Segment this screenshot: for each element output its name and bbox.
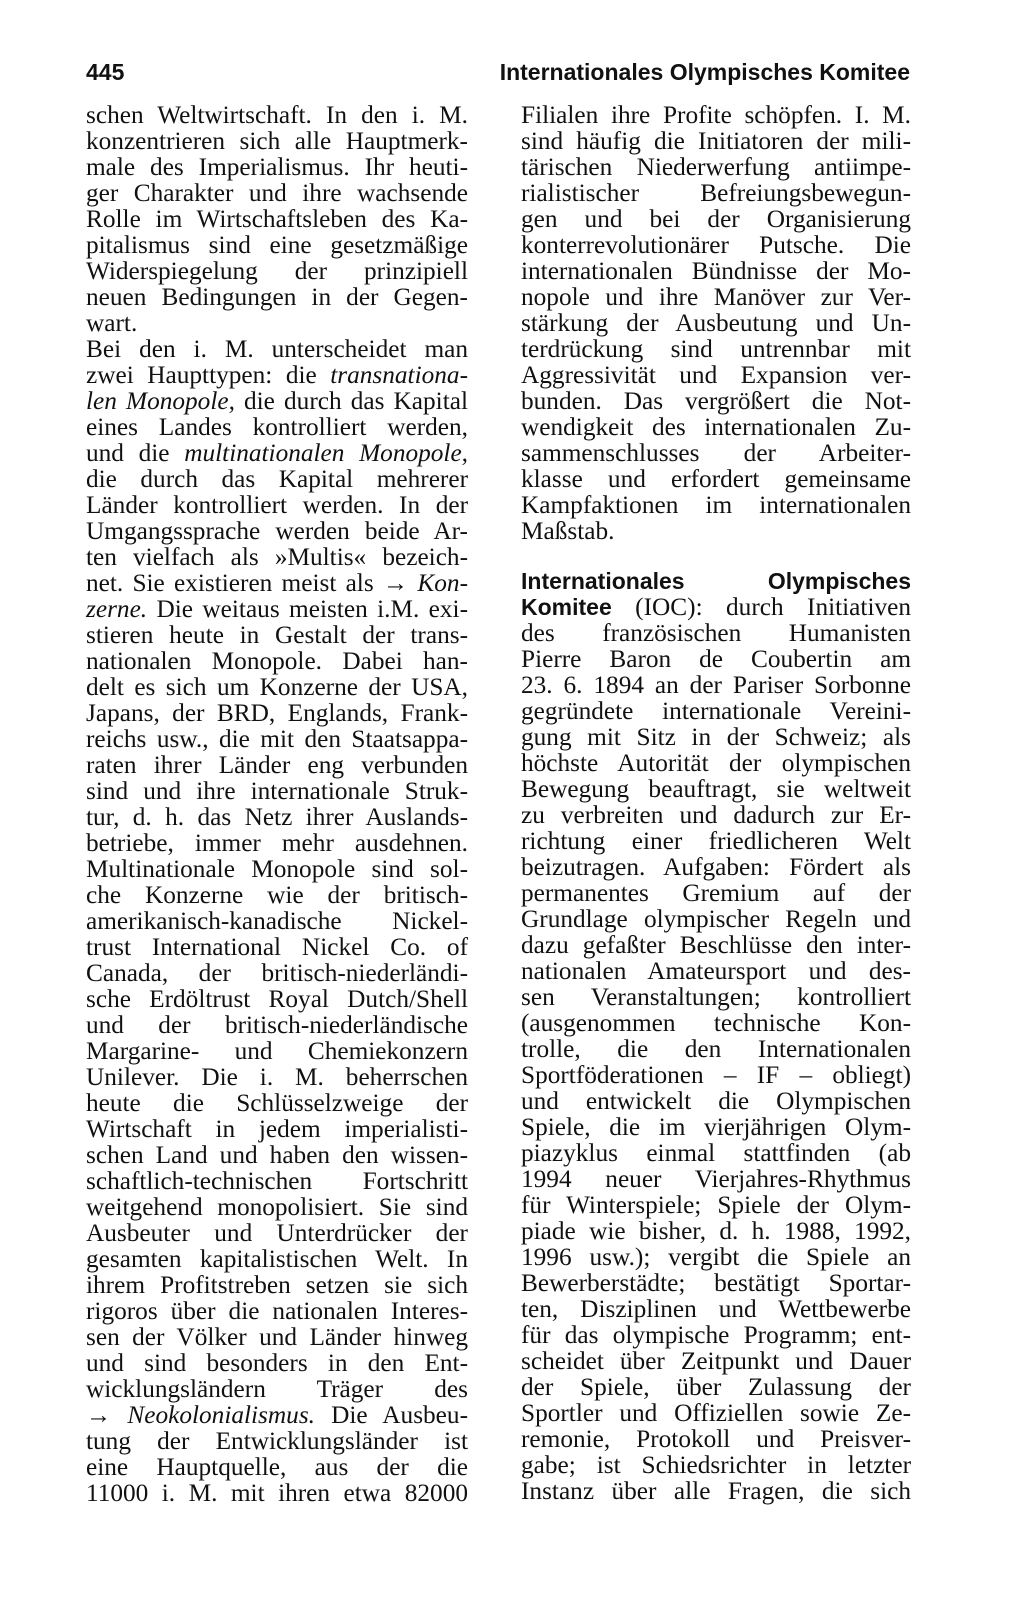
text-line: rialistischer Befreiungsbewegun-: [521, 179, 911, 207]
text-line: [86, 388, 468, 414]
text-line: sen der Völker und Länder hinweg: [86, 1323, 468, 1351]
text-line: klasse und erfordert gemeinsame: [521, 465, 911, 493]
text-line: Ausbeuter und Unterdrücker der: [86, 1219, 468, 1247]
text-line: der Spiele, über Zulassung der: [521, 1373, 911, 1401]
text-line: ten vielfach als »Multis« bezeich-: [86, 543, 468, 571]
text-line: Bei den i. M. unterscheidet man: [86, 335, 468, 363]
text-line: 11000 i. M. mit ihren etwa 82000: [86, 1479, 468, 1507]
text-line: delt es sich um Konzerne der USA,: [86, 673, 468, 701]
text-line: wicklungsländern Träger des: [86, 1375, 468, 1403]
text-run: →: [86, 1401, 128, 1429]
text-run: Die weitaus meisten i.M. exi-: [147, 595, 468, 623]
text-line: konzentrieren sich alle Hauptmerk-: [86, 127, 468, 155]
text-run: die durch das Kapital: [234, 387, 468, 415]
text-line: sind und ihre internationale Struk-: [86, 777, 468, 805]
text-line: eine Hauptquelle, aus der die: [86, 1453, 468, 1481]
text-line: sind häufig die Initiatoren der mili-: [521, 127, 911, 155]
text-line: sen Veranstaltungen; kontrolliert: [521, 983, 911, 1011]
running-title: Internationales Olympisches Komitee: [499, 59, 910, 85]
page-number: 445: [86, 59, 125, 85]
text-line: Grundlage olympischer Regeln und: [521, 905, 911, 933]
text-line: tur, d. h. das Netz ihrer Auslands-: [86, 803, 468, 831]
text-run: net. Sie existieren meist als →: [86, 569, 418, 597]
text-line: für Winterspiele; Spiele der Olym-: [521, 1191, 911, 1219]
text-line: Maßstab.: [521, 517, 615, 545]
text-line: höchste Autorität der olympischen: [521, 749, 911, 777]
text-line: pitalismus sind eine gesetzmäßige: [86, 231, 468, 259]
italic-term: len Monopole,: [86, 387, 235, 415]
text-line: Spiele, die im vierjährigen Olym-: [521, 1113, 911, 1141]
text-line: die durch das Kapital mehrerer: [86, 465, 468, 493]
italic-term: Neokolonialismus.: [127, 1401, 315, 1429]
text-line: terdrückung sind untrennbar mit: [521, 335, 911, 363]
text-line: des französischen Humanisten: [521, 619, 911, 647]
right-column: [521, 102, 911, 1504]
text-line: gegründete internationale Vereini-: [521, 697, 911, 725]
text-line: 1996 usw.); vergibt die Spiele an: [521, 1243, 911, 1271]
text-line: Multinationale Monopole sind sol-: [86, 855, 468, 883]
text-line: ger Charakter und ihre wachsende: [86, 179, 468, 207]
text-line: schen Land und haben den wissen-: [86, 1141, 468, 1169]
text-line: stieren heute in Gestalt der trans-: [86, 621, 468, 649]
text-line: wart.: [86, 309, 138, 337]
text-line: permanentes Gremium auf der: [521, 879, 911, 907]
text-line: gen und bei der Organisierung: [521, 205, 911, 233]
text-line: stärkung der Ausbeutung und Un-: [521, 309, 911, 337]
italic-term: transnationa-: [330, 361, 468, 389]
text-line: remonie, Protokoll und Preisver-: [521, 1425, 911, 1453]
text-run: Die Ausbeu-: [315, 1401, 468, 1429]
italic-term: Kon-: [417, 569, 468, 597]
text-line: Sportföderationen – IF – obliegt): [521, 1061, 911, 1089]
text-line: Rolle im Wirtschaftsleben des Ka-: [86, 205, 468, 233]
text-line: che Konzerne wie der britisch-: [86, 881, 468, 909]
text-line: Bewegung beauftragt, sie weltweit: [521, 775, 911, 803]
text-line: gabe; ist Schiedsrichter in letzter: [521, 1451, 911, 1479]
italic-term: zerne.: [86, 595, 148, 623]
text-line: trolle, die den Internationalen: [521, 1035, 911, 1063]
text-line: nationalen Amateursport und des-: [521, 957, 911, 985]
text-line: sche Erdöltrust Royal Dutch/Shell: [86, 985, 468, 1013]
text-line: piade wie bisher, d. h. 1988, 1992,: [521, 1217, 911, 1245]
text-line: Kampfaktionen im internationalen: [521, 491, 911, 519]
text-line: Unilever. Die i. M. beherrschen: [86, 1063, 468, 1091]
text-line: (ausgenommen technische Kon-: [521, 1009, 911, 1037]
text-line: ihrem Profitstreben setzen sie sich: [86, 1271, 468, 1299]
text-line: tung der Entwicklungsländer ist: [86, 1427, 468, 1455]
text-run: und die: [86, 439, 170, 467]
text-line: Japans, der BRD, Englands, Frank-: [86, 699, 468, 727]
text-line: 23. 6. 1894 an der Pariser Sorbonne: [521, 671, 911, 699]
text-line: gesamten kapitalistischen Welt. In: [86, 1245, 468, 1273]
text-line: eines Landes kontrolliert werden,: [86, 413, 468, 441]
text-line: gung mit Sitz in der Schweiz; als: [521, 723, 911, 751]
text-line: Länder kontrolliert werden. In der: [86, 491, 468, 519]
text-line: ten, Disziplinen und Wettbewerbe: [521, 1295, 911, 1323]
text-line: und der britisch-niederländische: [86, 1011, 468, 1039]
text-line: Pierre Baron de Coubertin am: [521, 645, 911, 673]
entry-heading: Internationales Olympisches: [521, 568, 911, 594]
text-line: betriebe, immer mehr ausdehnen.: [86, 829, 468, 857]
text-line: Canada, der britisch-niederländi-: [86, 959, 468, 987]
text-line: für das olympische Programm; ent-: [521, 1321, 911, 1349]
text-line: bunden. Das vergrößert die Not-: [521, 387, 911, 415]
text-line: konterrevolutionärer Putsche. Die: [521, 231, 911, 259]
text-line: [86, 570, 468, 596]
entry-spacer: [521, 544, 911, 568]
text-line: Wirtschaft in jedem imperialisti-: [86, 1115, 468, 1143]
text-line: Aggressivität und Expansion ver-: [521, 361, 911, 389]
text-line: heute die Schlüsselzweige der: [86, 1089, 468, 1117]
text-line: [86, 440, 468, 466]
text-line: wendigkeit des internationalen Zu-: [521, 413, 911, 441]
text-run: (IOC): durch Initiativen: [611, 593, 911, 621]
text-line: male des Imperialismus. Ihr heuti-: [86, 153, 468, 181]
text-line: rigoros über die nationalen Interes-: [86, 1297, 468, 1325]
text-line: piazyklus einmal stattfinden (ab: [521, 1139, 911, 1167]
text-line: schaftlich-technischen Fortschritt: [86, 1167, 468, 1195]
text-line: reichs usw., die mit den Staatsappa-: [86, 725, 468, 753]
text-line: und sind besonders in den Ent-: [86, 1349, 468, 1377]
text-line: sammenschlusses der Arbeiter-: [521, 439, 911, 467]
text-line: und entwickelt die Olympischen: [521, 1087, 911, 1115]
text-line: [86, 362, 468, 388]
text-line: [521, 594, 911, 620]
text-line: beizutragen. Aufgaben: Fördert als: [521, 853, 911, 881]
text-line: scheidet über Zeitpunkt und Dauer: [521, 1347, 911, 1375]
page-header: [86, 54, 910, 90]
text-line: zu verbreiten und dadurch zur Er-: [521, 801, 911, 829]
left-column: [86, 102, 468, 1506]
entry-heading: Komitee: [521, 594, 612, 620]
text-line: dazu gefaßter Beschlüsse den inter-: [521, 931, 911, 959]
text-line: tärischen Niederwerfung antiimpe-: [521, 153, 911, 181]
text-line: Margarine- und Chemiekonzern: [86, 1037, 468, 1065]
italic-term: multinationalen Monopole,: [184, 439, 468, 467]
text-line: schen Weltwirtschaft. In den i. M.: [86, 101, 468, 129]
text-line: nopole und ihre Manöver zur Ver-: [521, 283, 911, 311]
text-line: Instanz über alle Fragen, die sich: [521, 1477, 911, 1505]
text-line: raten ihrer Länder eng verbunden: [86, 751, 468, 779]
text-line: Umgangssprache werden beide Ar-: [86, 517, 468, 545]
text-line: internationalen Bündnisse der Mo-: [521, 257, 911, 285]
text-line: Filialen ihre Profite schöpfen. I. M.: [521, 101, 911, 129]
text-line: neuen Bedingungen in der Gegen-: [86, 283, 468, 311]
text-run: zwei Haupttypen: die: [86, 361, 317, 389]
text-line: trust International Nickel Co. of: [86, 933, 468, 961]
text-line: richtung einer friedlicheren Welt: [521, 827, 911, 855]
text-line: Bewerberstädte; bestätigt Sportar-: [521, 1269, 911, 1297]
text-line: amerikanisch-kanadische Nickel-: [86, 907, 468, 935]
text-line: nationalen Monopole. Dabei han-: [86, 647, 468, 675]
text-line: weitgehend monopolisiert. Sie sind: [86, 1193, 468, 1221]
text-line: 1994 neuer Vierjahres-Rhythmus: [521, 1165, 911, 1193]
text-line: Widerspiegelung der prinzipiell: [86, 257, 468, 285]
text-line: [86, 596, 468, 622]
text-line: Sportler und Offiziellen sowie Ze-: [521, 1399, 911, 1427]
text-line: [86, 1402, 468, 1428]
